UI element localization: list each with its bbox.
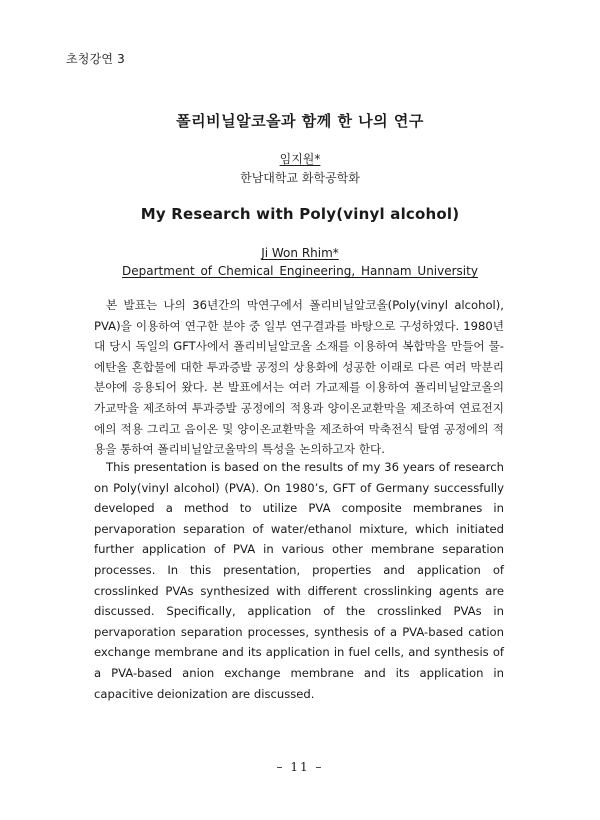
session-label: 초청강연 3 xyxy=(66,52,126,66)
english-title: My Research with Poly(vinyl alcohol) xyxy=(140,205,460,223)
english-author-name: Ji Won Rhim* xyxy=(261,246,339,260)
korean-affiliation xyxy=(0,169,600,186)
english-affiliation-text: Department of Chemical Engineering, Hannam University xyxy=(122,264,478,278)
korean-affiliation-text: 한남대학교 화학공학화 xyxy=(240,171,360,185)
korean-author xyxy=(0,150,600,167)
korean-abstract: 본 발표는 나의 36년간의 막연구에서 폴리비닐알코올(Poly(vinyl alcohol), PVA)을 이용하여 연구한 분야 중 일부 연구결과를 바탕으로 구성하였다. 1980년대 당시 독일의 GFT사에서 폴리비닐알코올 소재를 이용하여 복합막을 만들어 물-에탄올 혼합물에 대한 투과증발 공정의 상용화에 성공한 이래로 다른 여러 막분리 분야에 응용되어 왔다. 본 발표에서는 여러 가교제를 이용하여 폴리비닐알코올의 가교막을 제조하여 투과증발 공정에의 적용과 양이온교환막을 제조하여 연료전지에의 적용 그리고 음이온 및 양이온교환막을 제조하여 막축전식 탈염 공정에의 적용을 통하여 폴리비닐알코올막의 특성을 논의하고자 한다. xyxy=(94,298,504,457)
korean-author-name: 임지원* xyxy=(279,152,321,166)
english-abstract: This presentation is based on the results of my 36 years of research on Poly(vinyl alcohol) (PVA). On 1980’s, GFT of Germany successfully developed a method to utilize PVA composite membranes in pervaporation separation of water/ethanol mixture, which initiated further application of PVA in various other membrane separation processes. In this presentation, properties and application of crosslinked PVAs synthesized with different crosslinking agents are discussed. Specifically, application of the crosslinked PVAs in pervaporation separation processes, synthesis of a PVA-based cation exchange membrane and its application in fuel cells, and synthesis of a PVA-based anion exchange membrane and its application in capacitive deionization are discussed. xyxy=(94,460,504,701)
korean-title: 폴리비닐알코올과 함께 한 나의 연구 xyxy=(176,112,424,130)
english-affiliation xyxy=(0,264,600,278)
page-number: – 11 – xyxy=(276,760,324,774)
english-author xyxy=(0,246,600,260)
